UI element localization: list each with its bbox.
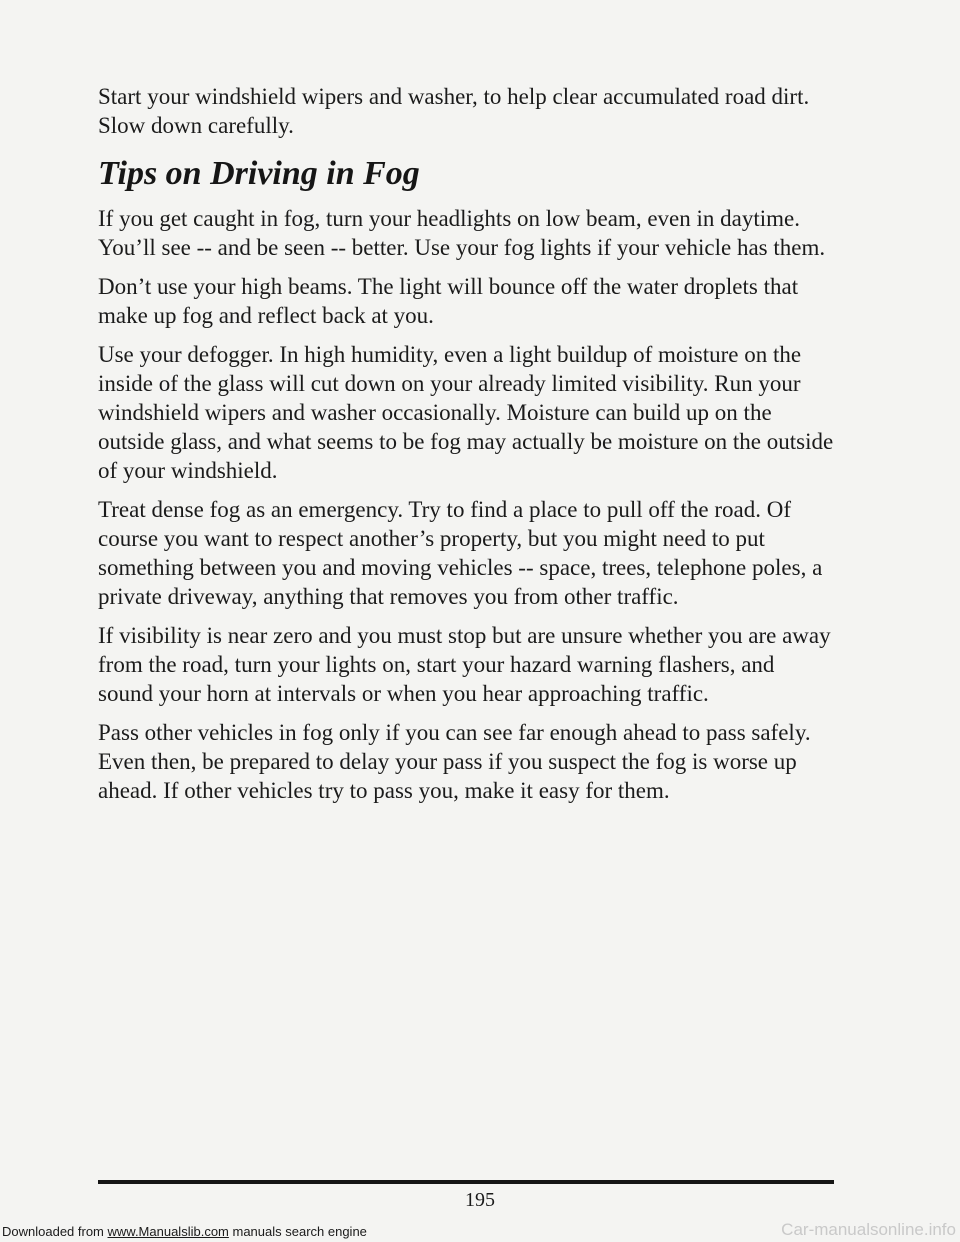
paragraph-dense-fog: Treat dense fog as an emergency. Try to find a place to pull off the road. Of course you want to respect another’s property, but you might need to put something between you and moving vehicles -- space, trees, telephone poles, a private driveway, anything that removes you from other traffic.: [98, 497, 823, 609]
download-footer: [2, 1224, 367, 1240]
footer-suffix: manuals search engine: [228, 1224, 367, 1239]
paragraph-defogger: Use your defogger. In high humidity, even a light buildup of moisture on the inside of the glass will cut down on your already limited visibility. Run your windshield wipers and washer occasionally. Moisture can build up on the outside glass, and what seems to be fog may actually be moisture on the outside of your windshield.: [98, 342, 834, 483]
page-body: [98, 82, 834, 815]
watermark-text: Car-manualsonline.info: [781, 1220, 956, 1239]
paragraph-passing: Pass other vehicles in fog only if you can see far enough ahead to pass safely. Even then, be prepared to delay your pass if you suspect the fog is worse up ahead. If other vehicles try to pass you, make it easy for them.: [98, 720, 811, 803]
page-number: 195: [465, 1189, 495, 1211]
footer-rule: [98, 1180, 834, 1184]
section-heading: Tips on Driving in Fog: [98, 155, 420, 192]
manualslib-link[interactable]: www.Manualslib.com: [107, 1224, 229, 1239]
paragraph-high-beams: Don’t use your high beams. The light will bounce off the water droplets that make up fog and reflect back at you.: [98, 274, 799, 328]
paragraph-zero-visibility: If visibility is near zero and you must stop but are unsure whether you are away from the road, turn your lights on, start your hazard warning flashers, and sound your horn at intervals or when you hear approaching traffic.: [98, 623, 831, 706]
footer-prefix: Downloaded from: [2, 1224, 108, 1239]
intro-paragraph: Start your windshield wipers and washer, to help clear accumulated road dirt. Slow down carefully.: [98, 84, 810, 138]
paragraph-headlights: If you get caught in fog, turn your headlights on low beam, even in daytime. You’ll see -- and be seen -- better. Use your fog lights if your vehicle has them.: [98, 206, 826, 260]
